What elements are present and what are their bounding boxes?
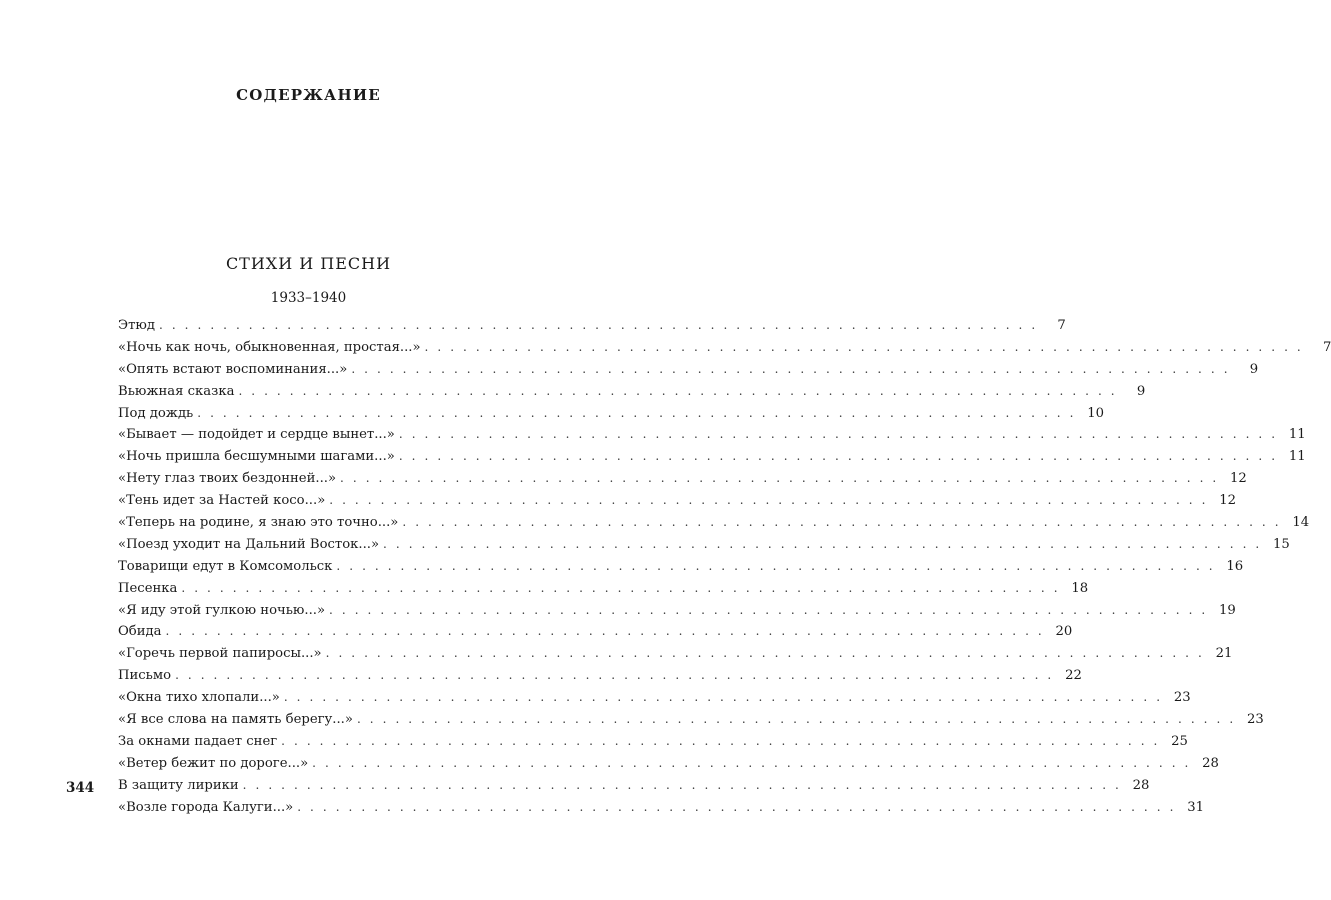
toc-leader-dots: . . . . . . . . . . . . . . . . . . . . . . . . . . . . . . . . . . . . . . . . . . . . . . . . . . . . . . . . . . . . . . . . . . . . . — [398, 449, 1278, 464]
toc-entry-title: «Поезд уходит на Дальний Восток...» — [118, 536, 380, 552]
toc-entry — [118, 621, 1073, 643]
toc-entry — [118, 578, 1089, 600]
toc-leader-dots: . . . . . . . . . . . . . . . . . . . . . . . . . . . . . . . . . . . . . . . . . . . . . . . . . . . . . . . . . . . . . . . . . . . . . — [242, 777, 1122, 792]
toc-entry-title: «Нету глаз твоих бездонней...» — [118, 471, 337, 487]
toc-entry-title: Товарищи едут в Комсомольск — [118, 558, 333, 574]
toc-leader-dots: . . . . . . . . . . . . . . . . . . . . . . . . . . . . . . . . . . . . . . . . . . . . . . . . . . . . . . . . . . . . . . . . . . . . . — [356, 712, 1236, 727]
page-number: 344 — [66, 780, 95, 796]
toc-leader-dots: . . . . . . . . . . . . . . . . . . . . . . . . . . . . . . . . . . . . . . . . . . . . . . . . . . . . . . . . . . . . . . . . . . . . . — [297, 799, 1176, 814]
toc-leader-dots: . . . . . . . . . . . . . . . . . . . . . . . . . . . . . . . . . . . . . . . . . . . . . . . . . . . . . . . . . . . . . . . . . . . . . — [329, 602, 1208, 617]
toc-entry-page: 7 — [1057, 318, 1066, 333]
toc-entry — [118, 643, 1233, 665]
toc-entry — [118, 337, 1331, 359]
toc-entry-title: Под дождь — [118, 405, 194, 421]
toc-entry-page: 11 — [1288, 427, 1306, 443]
toc-entry — [118, 731, 1188, 753]
toc-leader-dots: . . . . . . . . . . . . . . . . . . . . . . . . . . . . . . . . . . . . . . . . . . . . . . . . . . . . . . . . . . . . . . . . . . . . . — [398, 427, 1278, 442]
toc-entry-page: 31 — [1187, 799, 1204, 815]
toc-entry-title: Этюд — [118, 318, 155, 333]
toc-leader-dots: . . . . . . . . . . . . . . . . . . . . . . . . . . . . . . . . . . . . . . . . . . . . . . . . . . . . . . . . . . . . . . . . . . . . . — [329, 493, 1209, 508]
toc-leader-dots: . . . . . . . . . . . . . . . . . . . . . . . . . . . . . . . . . . . . . . . . . . . . . . . . . . . . . . . . . . . . . . . . . . . . . — [197, 405, 1077, 420]
toc-entry — [118, 468, 1247, 490]
toc-entry-page: 23 — [1246, 712, 1264, 728]
toc-leader-dots: . . . . . . . . . . . . . . . . . . . . . . . . . . . . . . . . . . . . . . . . . . . . . . . . . . . . . . . . . . . . . . . . . . . . . — [312, 755, 1191, 770]
toc-entry-title: «Ночь как ночь, обыкновенная, простая...» — [118, 339, 421, 355]
toc-leader-dots: . . . . . . . . . . . . . . . . . . . . . . . . . . . . . . . . . . . . . . . . . . . . . . . . . . . . . . . . . . . . . . . . . . . . . — [402, 515, 1282, 530]
toc-entry — [118, 665, 1082, 687]
toc-entry-page: 19 — [1219, 602, 1236, 618]
toc-leader-dots: . . . . . . . . . . . . . . . . . . . . . . . . . . . . . . . . . . . . . . . . . . . . . . . . . . . . . . . . . . . . . . . . . . . . . — [238, 383, 1118, 398]
toc-entry — [118, 775, 1150, 797]
toc-entry — [118, 600, 1236, 622]
toc-entry-page: 20 — [1055, 624, 1073, 640]
toc-entry-title: Песенка — [118, 580, 178, 596]
toc-entry — [118, 753, 1219, 775]
toc-entry-title: «Ветер бежит по дороге...» — [118, 755, 309, 771]
toc-entry — [118, 381, 1146, 403]
toc-entry — [118, 687, 1191, 709]
toc-leader-dots: . . . . . . . . . . . . . . . . . . . . . . . . . . . . . . . . . . . . . . . . . . . . . . . . . . . . . . . . . . . . . . . . . . . . . — [283, 690, 1163, 705]
toc-entry-page: 10 — [1087, 405, 1105, 421]
toc-entry — [118, 315, 1066, 337]
toc-entry-page: 25 — [1171, 733, 1188, 749]
toc-entry-title: «Окна тихо хлопали...» — [118, 690, 280, 706]
toc-entry-page: 21 — [1215, 646, 1233, 662]
toc-entry-page: 28 — [1132, 777, 1150, 793]
toc-entry-title: «Я иду этой гулкою ночью...» — [118, 602, 326, 618]
toc-entry-page: 12 — [1230, 471, 1247, 487]
toc-entry-page: 9 — [1136, 383, 1146, 399]
toc-entry-page: 12 — [1219, 493, 1237, 509]
toc-entry-page: 23 — [1173, 690, 1191, 706]
toc-entry-title: «Бывает — подойдет и сердце вынет...» — [118, 427, 395, 443]
toc-entry-page: 16 — [1226, 558, 1244, 574]
toc-leader-dots: . . . . . . . . . . . . . . . . . . . . . . . . . . . . . . . . . . . . . . . . . . . . . . . . . . . . . . . . . . . . . . . . . . . . . — [351, 361, 1231, 376]
toc-leader-dots: . . . . . . . . . . . . . . . . . . . . . . . . . . . . . . . . . . . . . . . . . . . . . . . . . . . . . . . . . . . . . . . . . . . . . — [165, 624, 1045, 639]
toc-leader-dots: . . . . . . . . . . . . . . . . . . . . . . . . . . . . . . . . . . . . . . . . . . . . . . . . . . . . . . . . . . . . . . . . . . . . . — [383, 536, 1262, 551]
toc-entry-title: «Возле города Калуги...» — [118, 799, 294, 815]
toc-entry — [118, 797, 1204, 819]
toc-leader-dots: . . . . . . . . . . . . . . . . . . . . . . . . . . . . . . . . . . . . . . . . . . . . . . . . . . . . . . . . . . . . . . . . . . . . . — [175, 668, 1054, 683]
table-of-contents — [118, 315, 1331, 818]
toc-entry — [118, 403, 1105, 425]
toc-entry — [118, 512, 1310, 534]
toc-leader-dots: . . . . . . . . . . . . . . . . . . . . . . . . . . . . . . . . . . . . . . . . . . . . . . . . . . . . . . . . . . . . . . . . . . . . . — [281, 733, 1160, 748]
toc-leader-dots: . . . . . . . . . . . . . . . . . . . . . . . . . . . . . . . . . . . . . . . . . . . . . . . . . . . . . . . . . . . . . . . . . . . . . — [325, 646, 1205, 661]
toc-entry — [118, 490, 1237, 512]
toc-entry-page: 15 — [1273, 536, 1290, 552]
toc-entry-title: «Опять встают воспоминания...» — [118, 361, 348, 377]
toc-entry-title: «Ночь пришла бесшумными шагами...» — [118, 449, 395, 465]
toc-entry-page: 11 — [1288, 449, 1306, 465]
toc-entry-title: В защиту лирики — [118, 777, 239, 793]
toc-entry-title: «Горечь первой папиросы...» — [118, 646, 322, 662]
toc-leader-dots: . . . . . . . . . . . . . . . . . . . . . . . . . . . . . . . . . . . . . . . . . . . . . . . . . . . . . . . . . . . . . . . . . . . . . — [424, 339, 1304, 354]
toc-entry-title: За окнами падает снег — [118, 733, 278, 749]
section-title: СТИХИ И ПЕСНИ — [225, 254, 392, 273]
toc-entry-title: Вьюжная сказка — [118, 383, 235, 399]
toc-entry-page: 14 — [1292, 515, 1310, 531]
toc-entry-title: «Я все слова на память берегу...» — [118, 712, 353, 728]
toc-entry-title: «Тень идет за Настей косо...» — [118, 493, 326, 509]
toc-entry — [118, 424, 1306, 446]
toc-entry-page: 18 — [1071, 580, 1089, 596]
section-years: 1933–1940 — [270, 290, 347, 306]
toc-leader-dots: . . . . . . . . . . . . . . . . . . . . . . . . . . . . . . . . . . . . . . . . . . . . . . . . . . . . . . . . . . . . . . . . . . . . . — [336, 558, 1216, 573]
toc-entry — [118, 709, 1264, 731]
toc-entry-title: «Теперь на родине, я знаю это точно...» — [118, 515, 399, 531]
toc-leader-dots: . . . . . . . . . . . . . . . . . . . . . . . . . . . . . . . . . . . . . . . . . . . . . . . . . . . . . . . . . . . . . . . . . . . . . — [340, 471, 1219, 486]
toc-entry-page: 28 — [1202, 755, 1219, 771]
toc-entry-title: Письмо — [118, 668, 172, 684]
toc-entry — [118, 446, 1306, 468]
toc-entry — [118, 359, 1259, 381]
toc-entry-page: 22 — [1065, 668, 1082, 684]
toc-leader-dots: . . . . . . . . . . . . . . . . . . . . . . . . . . . . . . . . . . . . . . . . . . . . . . . . . . . . . . . . . . . . . . . . . . . . . — [181, 580, 1061, 595]
toc-entry — [118, 534, 1290, 556]
toc-entry-page: 9 — [1249, 361, 1259, 377]
toc-entry — [118, 556, 1244, 578]
toc-entry-page: 7 — [1322, 339, 1331, 355]
toc-entry-title: Обида — [118, 624, 162, 640]
page-title: СОДЕРЖАНИЕ — [236, 86, 381, 104]
toc-leader-dots: . . . . . . . . . . . . . . . . . . . . . . . . . . . . . . . . . . . . . . . . . . . . . . . . . . . . . . . . . . . . . . . . . . . . . — [159, 318, 1038, 332]
